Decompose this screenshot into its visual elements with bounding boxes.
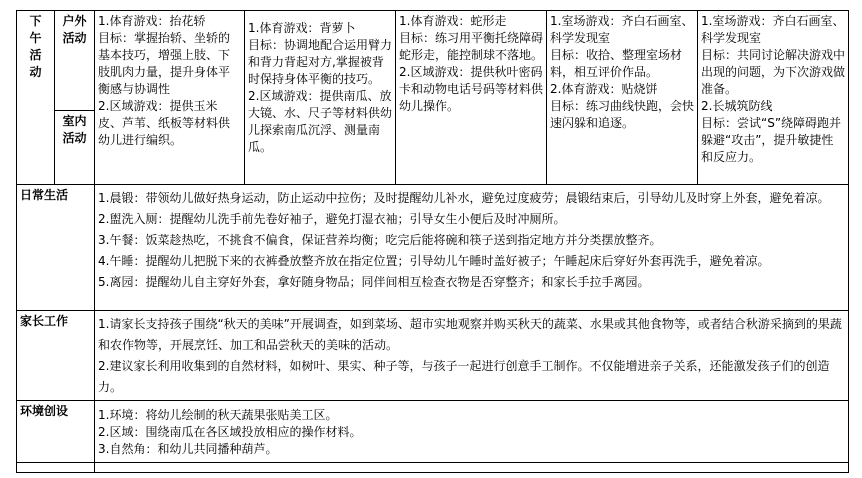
day3-line1: 1.体育游戏：蛇形走 <box>399 14 507 28</box>
environment-content <box>95 401 849 463</box>
day3-line3: 2.区域游戏：提供秋叶密码卡和动物电话号码等材料供幼儿操作。 <box>399 65 544 113</box>
daily-item-1: 1.晨锻：带领幼儿做好热身运动，防止运动中拉伤；及时提醒幼儿补水，避免过度疲劳；晨锻结束后，引导幼儿及时穿上外套，避免着凉。 <box>98 191 830 205</box>
day1-line1: 1.体育游戏：抬花轿 <box>98 14 206 28</box>
day2-line3: 2.区域游戏：提供南瓜、放大镜、水、尺子等材料供幼儿探索南瓜沉浮、测量南瓜。 <box>248 89 393 154</box>
daily-item-4: 4.午睡：提醒幼儿把脱下来的衣裤叠放整齐放在指定位置；引导幼儿午睡时盖好被子；午睡起床后穿好外套再洗手，避免着凉。 <box>98 254 770 268</box>
daily-life-row <box>17 185 849 311</box>
day5-line2: 目标：共同讨论解决游戏中出现的问题，为下次游戏做准备。 <box>701 48 846 96</box>
daily-item-2: 2.盥洗入厕：提醒幼儿洗手前先卷好袖子，避免打湿衣袖；引导女生小便后及时冲厕所。 <box>98 212 566 226</box>
daily-item-5: 5.离园：提醒幼儿自主穿好外套，拿好随身物品；同伴间相互检查衣物是否穿整齐；和家长手拉手离园。 <box>98 275 650 289</box>
afternoon-day-5 <box>698 11 849 185</box>
day1-line2: 目标：掌握抬轿、坐轿的基本技巧，增强上肢、下肢肌肉力量，提升身体平衡感与协调性 <box>98 31 231 96</box>
day5-line3: 2.长城筑防线 <box>701 99 773 113</box>
afternoon-outdoor-row <box>17 11 849 111</box>
day5-line1: 1.室场游戏：齐白石画室、科学发现室 <box>701 14 845 45</box>
day4-line4: 目标：练习曲线快跑，会快速闪躲和追逐。 <box>550 99 695 130</box>
day4-line2: 目标：收拾、整理室场材料，相互评价作品。 <box>550 48 683 79</box>
day3-line2: 目标：练习用平衡托绕障碍蛇形走，能控制球不落地。 <box>399 31 544 62</box>
day4-line1: 1.室场游戏：齐白石画室、科学发现室 <box>550 14 694 45</box>
day2-line2: 目标：协调地配合运用臂力和背力背起对方,掌握被背时保持身体平衡的技巧。 <box>248 38 393 86</box>
weekly-plan-table <box>16 10 849 473</box>
environment-row <box>17 401 849 463</box>
environment-item-3: 3.自然角：和幼儿共同播种葫芦。 <box>98 442 278 456</box>
daily-life-content <box>95 185 849 311</box>
parents-label: 家长工作 <box>17 311 95 401</box>
parents-item-1: 1.请家长支持孩子围绕“秋天的美味”开展调查，如到菜场、超市实地观察并购买秋天的蔬菜、水果或其他食物等，或者结合秋游采摘到的果蔬和农作物等，开展烹饪、加工和品尝秋天的美味的活动。 <box>98 317 842 352</box>
trailing-empty-row <box>17 463 849 473</box>
daily-item-3: 3.午餐：饭菜趁热吃，不挑食不偏食，保证营养均衡；吃完后能将碗和筷子送到指定地方并分类摆放整齐。 <box>98 233 662 247</box>
parents-content <box>95 311 849 401</box>
day5-line4: 目标：尝试“S”绕障碍跑并躲避“攻击”，提升敏捷性和反应力。 <box>701 116 842 164</box>
afternoon-day-4 <box>547 11 698 185</box>
day1-line3: 2.区域游戏：提供玉米皮、芦苇、纸板等材料供幼儿进行编织。 <box>98 99 231 147</box>
afternoon-day-1 <box>95 11 245 185</box>
day2-line1: 1.体育游戏：背萝卜 <box>248 21 356 35</box>
afternoon-label-text: 下午活动 <box>29 14 42 79</box>
afternoon-day-2 <box>245 11 396 185</box>
outdoor-label: 户外活动 <box>55 11 95 111</box>
day4-line3: 2.体育游戏：贴烧饼 <box>550 82 658 96</box>
parents-item-2: 2.建议家长利用收集到的自然材料，如树叶、果实、种子等，与孩子一起进行创意手工制作。不仅能增进亲子关系，还能激发孩子们的创造力。 <box>98 359 830 394</box>
afternoon-label <box>17 11 55 185</box>
environment-item-2: 2.区域：围绕南瓜在各区域投放相应的操作材料。 <box>98 425 362 439</box>
afternoon-day-3 <box>396 11 547 185</box>
indoor-label: 室内活动 <box>55 111 95 185</box>
parents-row <box>17 311 849 401</box>
environment-item-1: 1.环境：将幼儿绘制的秋天蔬果张贴美工区。 <box>98 408 338 422</box>
environment-label: 环境创设 <box>17 401 95 463</box>
daily-life-label: 日常生活 <box>17 185 95 311</box>
